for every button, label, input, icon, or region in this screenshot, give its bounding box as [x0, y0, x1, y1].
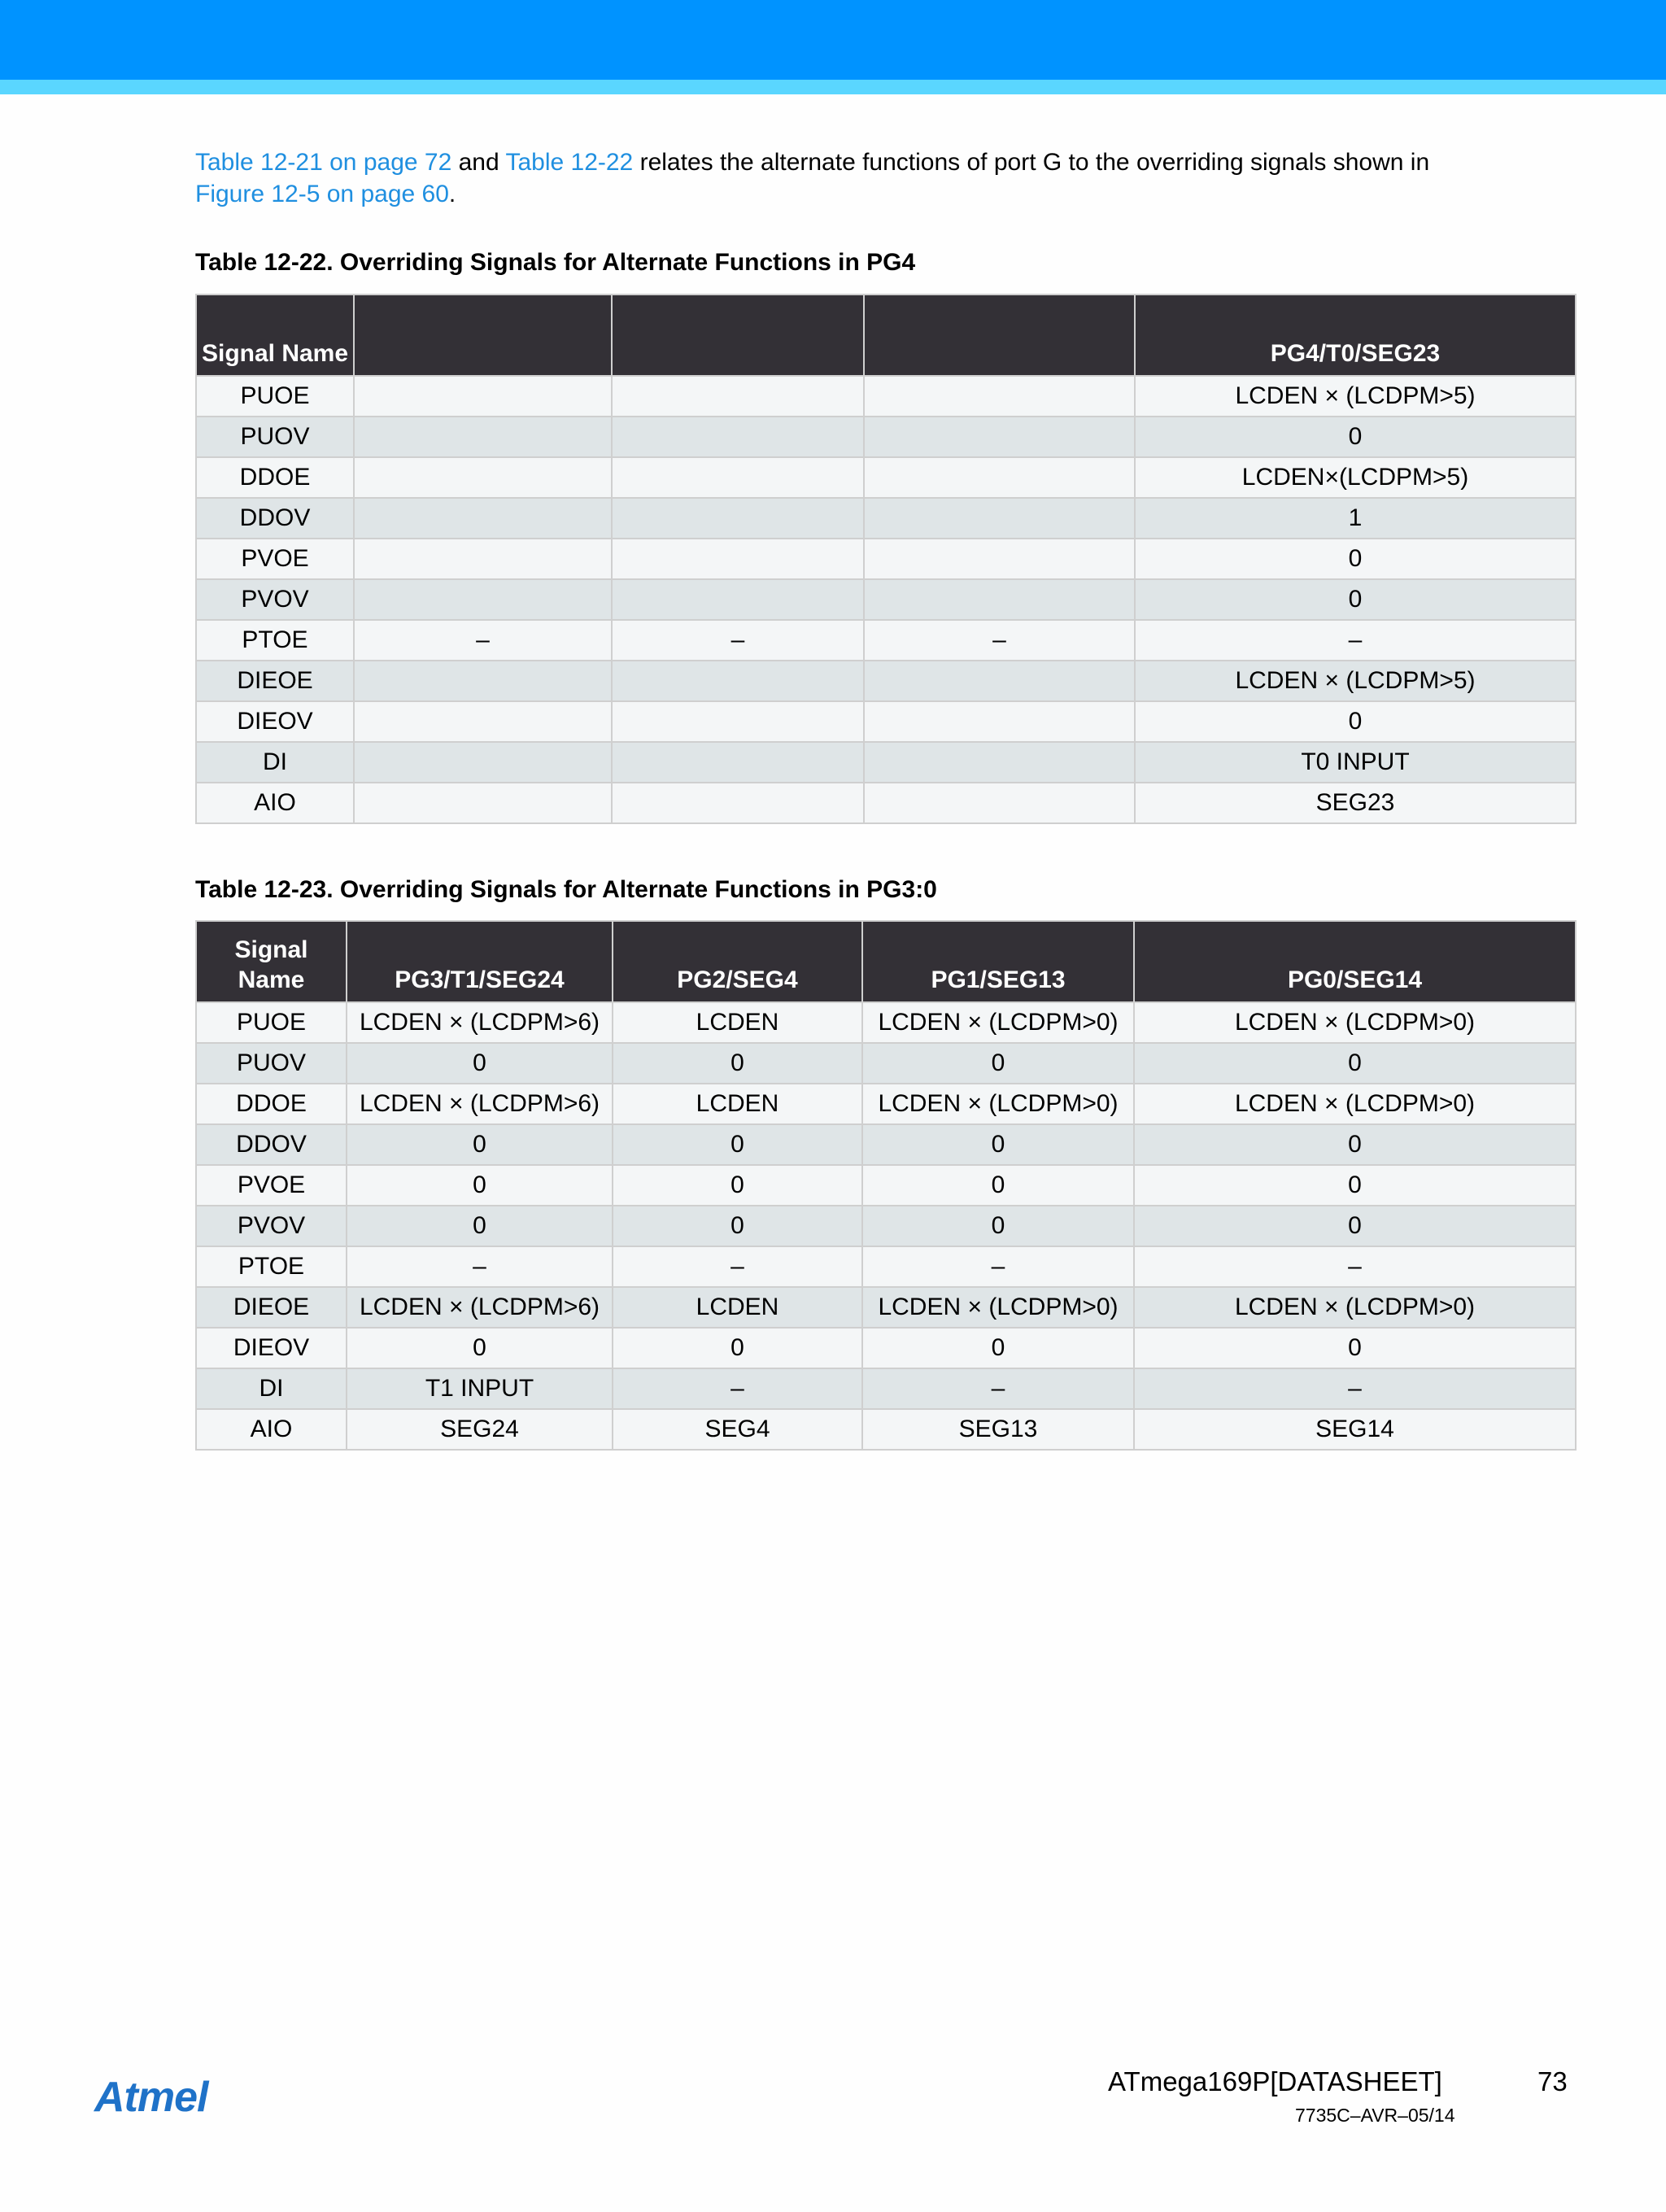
table-cell: 0	[1134, 1165, 1576, 1206]
table-cell	[612, 376, 864, 417]
signal-name-cell: AIO	[196, 1409, 347, 1450]
table-row	[196, 742, 1576, 783]
table-cell: 0	[613, 1043, 862, 1084]
table-cell	[354, 701, 612, 742]
table-header-row	[196, 294, 1576, 376]
table-cell	[864, 376, 1135, 417]
table-cell: –	[612, 620, 864, 661]
table-cell: LCDEN × (LCDPM>0)	[862, 1002, 1134, 1043]
table-cell: 0	[613, 1206, 862, 1246]
header-cell: Signal Name	[196, 294, 354, 376]
table-12-23-caption: Table 12-23. Overriding Signals for Alternate Functions in PG3:0	[195, 876, 937, 903]
table-cell: LCDEN	[613, 1084, 862, 1124]
table-cell: –	[613, 1368, 862, 1409]
link-figure-12-5[interactable]: Figure 12-5 on page 60	[195, 181, 449, 207]
signal-name-cell: DI	[196, 742, 354, 783]
table-cell	[612, 498, 864, 539]
table-row	[196, 1084, 1576, 1124]
signal-name-cell: DIEOV	[196, 1328, 347, 1368]
header-band	[0, 0, 1666, 80]
signal-name-cell: DDOV	[196, 1124, 347, 1165]
signal-name-cell: PTOE	[196, 1246, 347, 1287]
signal-name-cell: PVOE	[196, 1165, 347, 1206]
table-cell: SEG13	[862, 1409, 1134, 1450]
table-cell: 0	[347, 1043, 613, 1084]
table-cell: SEG4	[613, 1409, 862, 1450]
header-cell	[612, 294, 864, 376]
footer-document-title: ATmega169P[DATASHEET]	[1108, 2066, 1442, 2096]
table-cell: LCDEN	[613, 1287, 862, 1328]
table-row	[196, 457, 1576, 498]
table-row	[196, 1124, 1576, 1165]
table-cell: 0	[1135, 579, 1576, 620]
table-cell: LCDEN × (LCDPM>0)	[862, 1287, 1134, 1328]
table-cell: –	[864, 620, 1135, 661]
table-cell	[864, 783, 1135, 823]
header-cell: PG4/T0/SEG23	[1135, 294, 1576, 376]
table-cell: 0	[613, 1165, 862, 1206]
table-cell	[354, 742, 612, 783]
signal-name-cell: DI	[196, 1368, 347, 1409]
table-cell: 0	[1134, 1328, 1576, 1368]
table-12-23	[195, 920, 1577, 1451]
table-cell	[864, 457, 1135, 498]
header-cell: PG1/SEG13	[862, 921, 1134, 1002]
table-cell: LCDEN	[613, 1002, 862, 1043]
table-cell: LCDEN × (LCDPM>6)	[347, 1084, 613, 1124]
table-cell: 0	[347, 1328, 613, 1368]
table-cell: –	[347, 1246, 613, 1287]
table-cell: 0	[613, 1124, 862, 1165]
table-row	[196, 417, 1576, 457]
signal-name-cell: PUOE	[196, 1002, 347, 1043]
table-row	[196, 579, 1576, 620]
link-table-12-22[interactable]: Table 12-22	[505, 149, 634, 176]
table-cell	[354, 498, 612, 539]
table-cell	[354, 783, 612, 823]
table-cell: SEG14	[1134, 1409, 1576, 1450]
signal-name-cell: DIEOE	[196, 1287, 347, 1328]
signal-name-cell: PVOV	[196, 579, 354, 620]
table-cell: 0	[862, 1124, 1134, 1165]
table-cell	[864, 417, 1135, 457]
table-cell: T1 INPUT	[347, 1368, 613, 1409]
table-cell: 0	[862, 1043, 1134, 1084]
table-cell: 0	[862, 1206, 1134, 1246]
header-cell	[354, 294, 612, 376]
signal-name-cell: DDOE	[196, 1084, 347, 1124]
intro-text-1: and	[451, 149, 506, 176]
table-cell	[612, 783, 864, 823]
table-cell	[612, 539, 864, 579]
table-cell	[354, 579, 612, 620]
table-row	[196, 1328, 1576, 1368]
table-cell: LCDEN × (LCDPM>0)	[1134, 1287, 1576, 1328]
table-cell: 0	[1134, 1124, 1576, 1165]
table-cell: 0	[613, 1328, 862, 1368]
table-cell	[864, 701, 1135, 742]
table-row	[196, 1002, 1576, 1043]
table-cell: LCDEN × (LCDPM>0)	[862, 1084, 1134, 1124]
table-cell: 0	[1135, 701, 1576, 742]
table-cell: LCDEN × (LCDPM>0)	[1134, 1002, 1576, 1043]
table-row	[196, 701, 1576, 742]
table-header-row	[196, 921, 1576, 1002]
header-cell: PG0/SEG14	[1134, 921, 1576, 1002]
table-cell	[354, 376, 612, 417]
table-cell	[864, 742, 1135, 783]
table-cell	[612, 701, 864, 742]
table-cell: 0	[1135, 539, 1576, 579]
table-cell: 0	[1134, 1206, 1576, 1246]
intro-text-2: relates the alternate functions of port G to the overriding signals shown in	[633, 149, 1430, 176]
table-cell	[354, 457, 612, 498]
table-cell: LCDEN × (LCDPM>6)	[347, 1002, 613, 1043]
table-row	[196, 620, 1576, 661]
table-cell: 0	[862, 1165, 1134, 1206]
table-cell: –	[1134, 1368, 1576, 1409]
table-cell: LCDEN × (LCDPM>6)	[347, 1287, 613, 1328]
table-cell: SEG23	[1135, 783, 1576, 823]
table-cell	[354, 661, 612, 701]
signal-name-cell: DDOE	[196, 457, 354, 498]
footer-document-code: 7735C–AVR–05/14	[1295, 2105, 1455, 2126]
table-row	[196, 539, 1576, 579]
table-cell: –	[1134, 1246, 1576, 1287]
table-cell: –	[1135, 620, 1576, 661]
table-cell: –	[354, 620, 612, 661]
table-cell: LCDEN × (LCDPM>5)	[1135, 661, 1576, 701]
table-row	[196, 1043, 1576, 1084]
table-cell	[612, 457, 864, 498]
table-row	[196, 498, 1576, 539]
table-cell: LCDEN × (LCDPM>0)	[1134, 1084, 1576, 1124]
table-cell: –	[862, 1368, 1134, 1409]
table-cell	[612, 417, 864, 457]
atmel-logo: Atmel	[94, 2074, 208, 2121]
header-cell: Signal Name	[196, 921, 347, 1002]
table-row	[196, 1246, 1576, 1287]
intro-text-3: .	[448, 181, 456, 207]
signal-name-cell: DIEOE	[196, 661, 354, 701]
table-row	[196, 1368, 1576, 1409]
header-stripe	[0, 80, 1666, 94]
header-cell	[864, 294, 1135, 376]
table-row	[196, 1287, 1576, 1328]
table-12-22-caption: Table 12-22. Overriding Signals for Alternate Functions in PG4	[195, 249, 916, 276]
table-12-22	[195, 294, 1577, 824]
table-cell	[354, 417, 612, 457]
table-row	[196, 376, 1576, 417]
table-cell	[864, 579, 1135, 620]
signal-name-cell: PVOV	[196, 1206, 347, 1246]
table-row	[196, 661, 1576, 701]
table-cell: –	[613, 1246, 862, 1287]
table-cell: 0	[1135, 417, 1576, 457]
table-cell	[864, 661, 1135, 701]
signal-name-cell: PTOE	[196, 620, 354, 661]
header-cell: PG2/SEG4	[613, 921, 862, 1002]
signal-name-cell: DDOV	[196, 498, 354, 539]
table-cell: T0 INPUT	[1135, 742, 1576, 783]
signal-name-cell: PUOE	[196, 376, 354, 417]
table-cell	[612, 661, 864, 701]
table-cell: 0	[862, 1328, 1134, 1368]
table-cell	[612, 742, 864, 783]
table-cell	[864, 539, 1135, 579]
table-cell: LCDEN×(LCDPM>5)	[1135, 457, 1576, 498]
table-cell: LCDEN × (LCDPM>5)	[1135, 376, 1576, 417]
signal-name-cell: PUOV	[196, 417, 354, 457]
signal-name-cell: AIO	[196, 783, 354, 823]
table-row	[196, 1206, 1576, 1246]
signal-name-cell: DIEOV	[196, 701, 354, 742]
signal-name-cell: PVOE	[196, 539, 354, 579]
table-row	[196, 1409, 1576, 1450]
table-cell: 1	[1135, 498, 1576, 539]
link-table-12-21[interactable]: Table 12-21 on page 72	[195, 149, 452, 176]
table-row	[196, 783, 1576, 823]
page-number: 73	[1537, 2066, 1568, 2096]
table-cell	[612, 579, 864, 620]
table-cell	[354, 539, 612, 579]
table-cell	[864, 498, 1135, 539]
table-cell: 0	[1134, 1043, 1576, 1084]
table-cell: 0	[347, 1124, 613, 1165]
intro-paragraph	[195, 146, 1497, 210]
signal-name-cell: PUOV	[196, 1043, 347, 1084]
table-cell: 0	[347, 1206, 613, 1246]
table-cell: 0	[347, 1165, 613, 1206]
table-cell: –	[862, 1246, 1134, 1287]
table-cell: SEG24	[347, 1409, 613, 1450]
header-cell: PG3/T1/SEG24	[347, 921, 613, 1002]
table-row	[196, 1165, 1576, 1206]
